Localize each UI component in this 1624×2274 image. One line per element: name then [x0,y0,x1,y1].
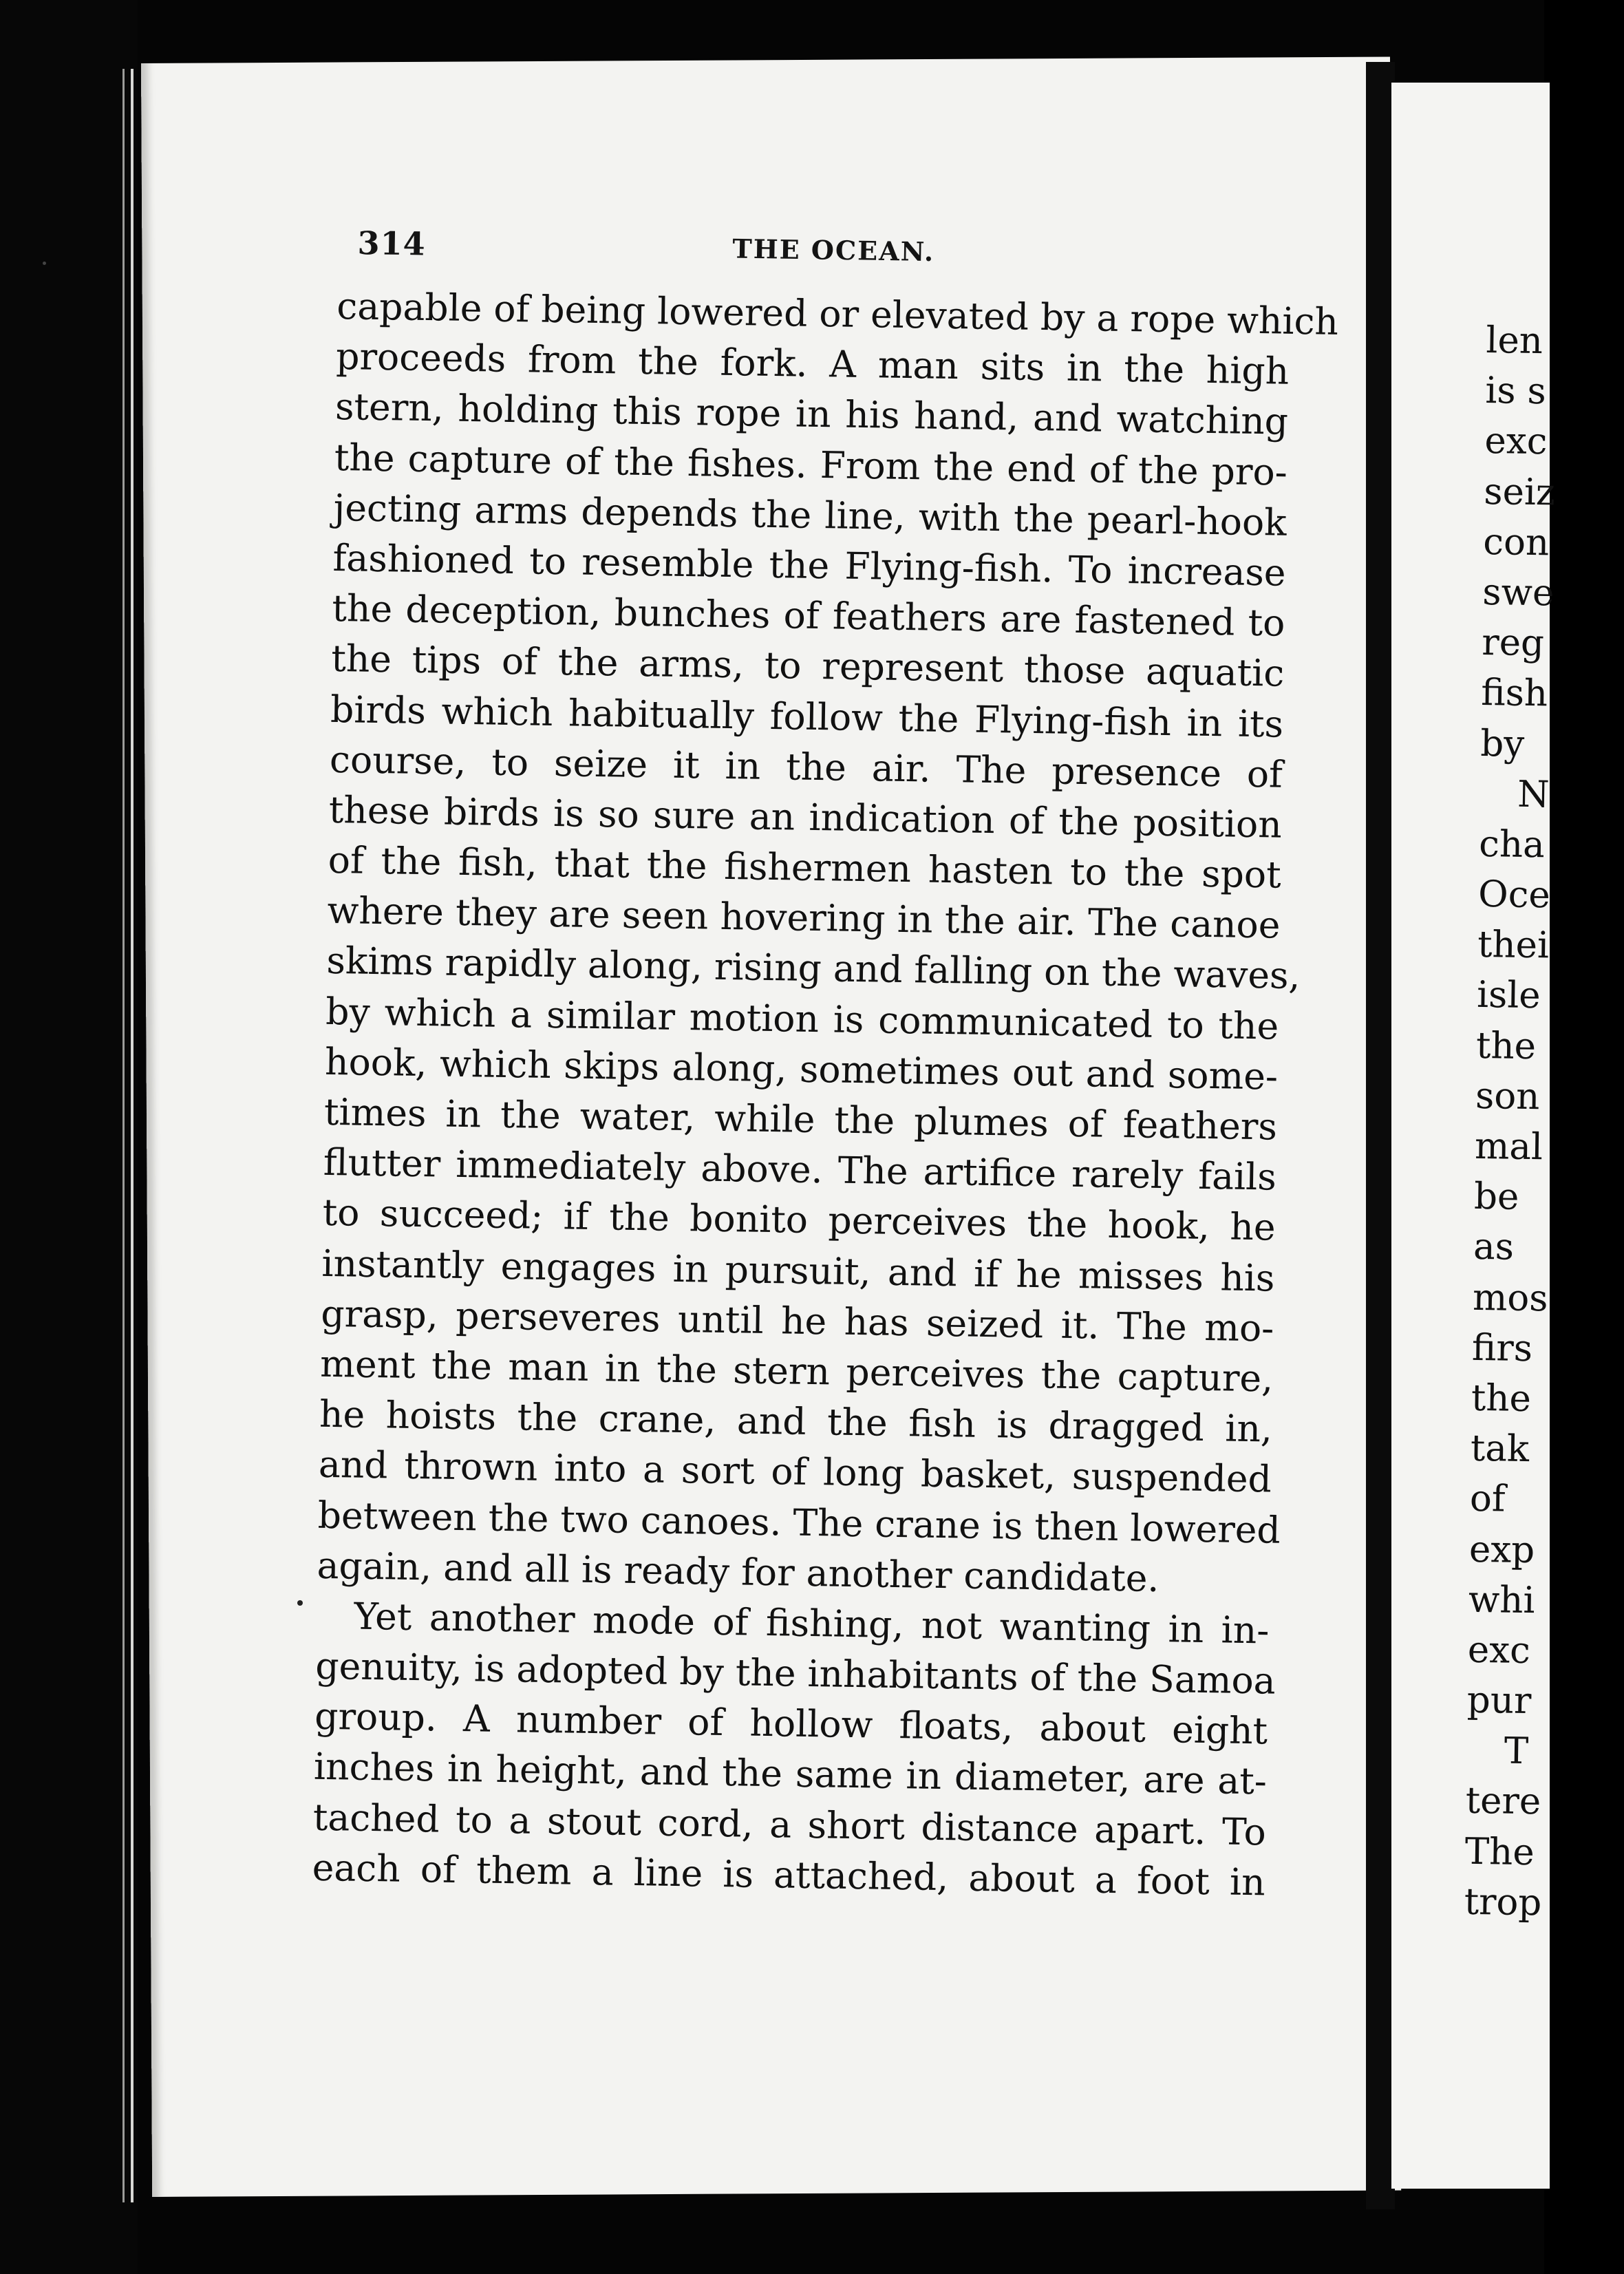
text-line: each of them a line is attached, about a foot in [312,1845,1266,1904]
text-line: grasp, perseveres until he has seized it. The mo- [320,1291,1274,1350]
paragraph-end-line: again, and all is ready for another candidate. [317,1543,1160,1600]
fragment-line: swe [1482,571,1554,615]
fragment-line: Oce [1477,873,1551,917]
fragment-line: isle [1476,974,1541,1017]
page-edge-line [131,69,133,2202]
fragment-line: the [1475,1024,1537,1067]
text-line: times in the water, while the plumes of feathers [323,1090,1278,1149]
fragment-line: thei [1477,924,1550,967]
text-line: flutter immediately above. The artifice rarely fails [323,1140,1277,1199]
fragment-line: exc [1484,420,1548,463]
binding-edge [0,0,138,2274]
fragment-line: tere [1465,1780,1541,1823]
text-line: stern, holding this rope in his hand, and watching [334,385,1289,444]
fragment-line: son [1475,1074,1540,1118]
text-line: and thrown into a sort of long basket, suspended [318,1443,1272,1501]
fragment-line: con [1482,520,1550,564]
fragment-line: T [1504,1730,1529,1773]
text-line: inches in height, and the same in diameter, are at- [313,1745,1268,1803]
text-line: the tips of the arms, to represent those aquatic [330,637,1285,695]
ink-speck [43,262,46,265]
fragment-line: firs [1471,1326,1533,1370]
text-line: genuity, is adopted by the inhabitants of the Samoa [314,1644,1276,1703]
fragment-line: N [1517,773,1550,816]
book-gutter [1366,62,1395,2209]
fragment-line: of [1469,1478,1506,1520]
right-page-text-fragment [1464,315,1624,1929]
fragment-line: whi [1468,1578,1535,1622]
ink-speck [297,1600,303,1606]
fragment-line: trop [1464,1880,1542,1924]
text-line: skims rapidly along, rising and falling on the waves, [325,939,1301,998]
body-text [312,281,1339,1907]
text-line: jecting arms depends the line, with the pearl-hook [333,485,1288,544]
text-line: course, to seize it in the air. The presence of [329,737,1283,796]
fragment-line: reg [1481,621,1545,665]
fragment-line: exp [1468,1528,1535,1571]
text-line: ment the man in the stern perceives the capture, [319,1341,1274,1401]
fragment-line: pur [1466,1679,1532,1723]
text-line: birds which habitually follow the Flying-fish in its [330,687,1284,746]
text-line: of the fish, that the fishermen hasten to the spot [328,838,1282,897]
fragment-line: tak [1470,1427,1530,1471]
text-line: he hoists the crane, and the fish is dragged in, [319,1392,1273,1451]
fragment-line: be [1473,1176,1519,1218]
text-line: between the two canoes. The crane is then lowered [317,1493,1281,1552]
text-line: fashioned to resemble the Flying-fish. To increase [332,535,1287,595]
text-line: instantly engages in pursuit, and if he misses his [321,1241,1275,1300]
running-title: THE OCEAN. [732,233,935,268]
text-line: the deception, bunches of feathers are fastened to [332,586,1285,645]
text-line: tached to a stout cord, a short distance apart. To [312,1795,1267,1854]
fragment-line: the [1471,1377,1532,1420]
fragment-line: mos [1472,1276,1548,1319]
text-line: by which a similar motion is communicated to the [325,989,1279,1048]
text-line: to succeed; if the bonito perceives the hook, he [322,1191,1276,1249]
text-line: proceeds from the fork. A man sits in the high [335,334,1290,393]
fragment-line: is s [1485,370,1547,413]
fragment-line: as [1473,1226,1515,1269]
page-edge-line [122,69,125,2202]
text-line: hook, which skips along, sometimes out and some- [324,1039,1279,1098]
fragment-line: fish [1480,672,1548,715]
fragment-line: len [1486,319,1543,363]
text-line: where they are seen hovering in the air. The canoe [327,889,1281,947]
text-line: group. A number of hollow floats, about eight [314,1694,1268,1753]
text-line: the capture of the fishes. From the end of the pro- [334,435,1288,494]
text-line: these birds is so sure an indication of the position [328,787,1283,847]
fragment-line: exc [1467,1628,1531,1672]
fragment-line: The [1464,1830,1535,1873]
text-line: capable of being lowered or elevated by a rope which [336,284,1339,343]
fragment-line: by [1479,722,1525,765]
fragment-line: cha [1478,822,1546,867]
paragraph-start-line: Yet another mode of fishing, not wanting in in- [354,1594,1270,1653]
page-number: 314 [357,224,427,263]
fragment-line: mal [1474,1125,1543,1169]
fragment-line: seiz [1483,470,1556,513]
